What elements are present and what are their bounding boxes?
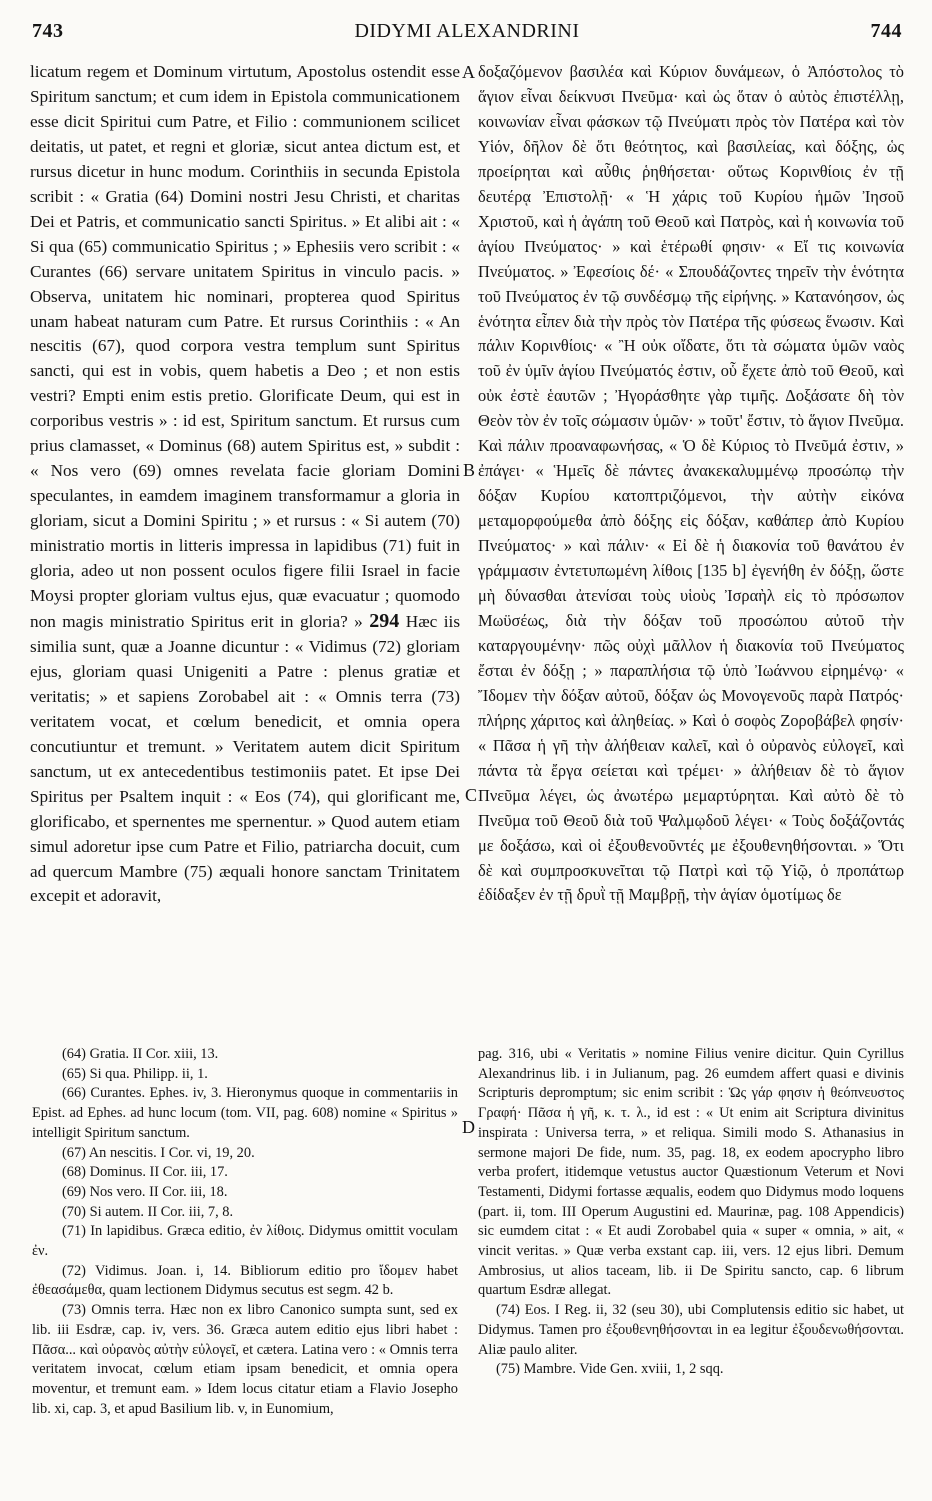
margin-marker-d: D — [462, 1117, 475, 1137]
footnote: (66) Curantes. Ephes. iv, 3. Hieronymus quoque in commentariis in Epist. ad Ephes. ad hunc locum (tom. VII, pag. 608) nomine « Spiritus » intelligit Spiritum sanctum. — [32, 1085, 458, 1141]
footnotes-right — [478, 1045, 904, 1380]
footnote: (69) Nos vero. II Cor. iii, 18. — [62, 1183, 228, 1200]
footnote: (64) Gratia. II Cor. xiii, 13. — [62, 1046, 219, 1062]
margin-marker-a: A — [462, 62, 475, 82]
footnote: (71) In lapidibus. Græca editio, ἐν λίθοις. Didymus omittit voculam ἐν. — [32, 1223, 458, 1260]
page-header — [32, 20, 902, 48]
footnote: (75) Mambre. Vide Gen. xviii, 1, 2 sqq. — [496, 1361, 724, 1378]
page-number-right: 744 — [870, 20, 902, 42]
latin-text-part-2: Hæc iis similia sunt, quæ a Joanne dicuntur : « Vidimus (72) gloriam ejus, gloriam quasi Unigeniti a Patre : plenus gratiæ et veritatis; » et sapiens Zorobabel ait : « Omnis terra (73) veritatem vocat, et cœlum benedicit, et omnia opera concutiuntur et tremunt. » Veritatem autem dicit Spiritum sanctum, ut ex antecedentibus testimoniis patet. Et ipse Dei Spiritus per Psaltem inquit : « Eos (74), qui glorificant me, glorificabo, et spernentes me spernentur. » Quod autem etiam simul adoretur ipse cum Patre et Filio, patriarcha docuit, cum ad quercum Mambre (75) æquali honore sanctam Trinitatem excepit et adoravit, — [30, 611, 461, 906]
margin-marker-c: C — [465, 785, 478, 805]
footnote: (68) Dominus. II Cor. iii, 17. — [62, 1164, 228, 1181]
footnote: (72) Vidimus. Joan. i, 14. Bibliorum editio pro ἴδομεν habet ἐθεασάμεθα, quam lectionem Didymus secutus est segm. 42 b. — [32, 1262, 458, 1299]
footnote: (67) An nescitis. I Cor. vi, 19, 20. — [62, 1144, 255, 1161]
footnote: (65) Si qua. Philipp. ii, 1. — [62, 1065, 208, 1082]
footnote: (70) Si autem. II Cor. iii, 7, 8. — [62, 1203, 234, 1220]
latin-paragraph — [30, 60, 460, 909]
running-title: DIDYMI ALEXANDRINI — [354, 20, 580, 42]
footnote: (74) Eos. I Reg. ii, 32 (seu 30), ubi Complutensis editio sic habet, ut Didymus. Tamen pro ἐξουθενηθήσονται in ea legitur ἐξουδενωθήσονται. Aliæ paulo aliter. — [478, 1302, 904, 1358]
latin-column — [30, 60, 460, 909]
greek-column — [478, 60, 904, 908]
footnote: (73) Omnis terra. Hæc non ex libro Canonico sumpta sunt, sed ex lib. iii Esdræ, cap. iv, vers. 36. Græca autem editio ejus libri habet : Πᾶσα... καὶ οὐρανὸς αὐτὴν εὐλογεῖ, et cætera. Latina vero : « Omnis terra veritatem invocat, cœlum etiam ipsam benedicit, et omnia opera moventur, et tremunt eam. » Idem locus citatur etiam a Flavio Josepho lib. xi, cap. 3, et apud Basilium lib. v, in Eunomium, — [32, 1302, 458, 1417]
page-number-left: 743 — [32, 20, 64, 42]
footnotes-left — [32, 1045, 458, 1419]
footnote-continuation: pag. 316, ubi « Veritatis » nomine Filius venire dicitur. Quin Cyrillus Alexandrinus lib. i in Julianum, pag. 26 eumdem affert quasi e divinis Scripturis depromptum; sic enim scribit : Ὡς γάρ φησιν ἡ θεόπνευστος Γραφή· Πᾶσα ἡ γῆ, κ. τ. λ., id est : « Ut enim ait Scriptura divinitus inspirata : Universa terra, » et reliqua. Simili modo S. Athanasius in sermone majori De fide, num. 35, pag. 18, ex eodem apocrypho libro verba profert, itidemque vetustus auctor Quæstionum Veterum et Novi Testamenti, Didymi fortasse æqualis, eodem quo Didymus modo loquens (part. ii, tom. III Operum Augustini ed. Maurinæ, pag. 108 Appendicis) sic eumdem citat : « Et audi Zorobabel quia « super « omnia, » ait, « vincit veritas. » Quæ verba exstant cap. iii, vers. 12 ejus libri. Demum Ambrosius, ut alios taceam, lib. ii De Spiritu sancto, cap. 6 librum quartum Esdræ allegat. — [478, 1046, 904, 1299]
greek-paragraph: δοξαζόμενον βασιλέα καὶ Κύριον δυνάμεων, ὁ Ἀπόστολος τὸ ἅγιον εἶναι δείκνυσι Πνεῦμα· καὶ ὡς ὅταν ὁ αὐτὸς ἐπιστέλλῃ, κοινωνίαν εἶναι φάσκων τῷ Πνεύματι πρὸς τὸν Πατέρα καὶ τὸν Υἱόν, δῆλον δὲ ὅτι θεότητος, καὶ βασιλείας, καὶ δόξης, ὡς προείρηται καὶ αὖθις ῥηθήσεται· οὕτως Κορινθίοις ἐν τῇ δευτέρᾳ Ἐπιστολῇ· « Ἡ χάρις τοῦ Κυρίου ἡμῶν Ἰησοῦ Χριστοῦ, καὶ ἡ ἀγάπη τοῦ Θεοῦ καὶ Πατρὸς, καὶ ἡ κοινωνία τοῦ ἁγίου Πνεύματος· » καὶ ἑτέρωθί φησιν· « Εἴ τις κοινωνία Πνεύματος. » Ἐφεσίοις δέ· « Σπουδάζοντες τηρεῖν τὴν ἑνότητα τοῦ Πνεύματος ἐν τῷ συνδέσμῳ τῆς εἰρήνης. » Κατανόησον, ὡς ἑνότητα εἶπεν διὰ τὴν πρὸς τὸν Πατέρα τῆς φύσεως ἕνωσιν. Καὶ πάλιν Κορινθίοις· « Ἢ οὐκ οἴδατε, ὅτι τὰ σώματα ὑμῶν ναὸς τοῦ ἐν ὑμῖν ἁγίου Πνεύματός ἐστιν, οὗ ἔχετε ἀπὸ τοῦ Θεοῦ, καὶ οὐκ ἐστὲ ἑαυτῶν ; Ἠγοράσθητε γὰρ τιμῆς. Δοξάσατε δὴ τὸν Θεὸν τὸν ἐν τοῖς σώμασιν ὑμῶν· » τοῦτ' ἔστιν, τὸ ἅγιον Πνεῦμα. Καὶ πάλιν προαναφωνήσας, « Ὁ δὲ Κύριος τὸ Πνεῦμά ἐστιν, » ἐπάγει· « Ἡμεῖς δὲ πάντες ἀνακεκαλυμμένῳ προσώπῳ τὴν δόξαν Κυρίου κατοπτριζόμενοι, τὴν αὐτὴν εἰκόνα μεταμορφούμεθα ἀπὸ δόξης εἰς δόξαν, καθάπερ ἀπὸ Κυρίου Πνεύματος· » καὶ πάλιν· « Εἰ δὲ ἡ διακονία τοῦ θανάτου ἐν γράμμασιν ἐντετυπωμένη λίθοις [135 b] ἐγενήθη ἐν δόξῃ, ὥστε μὴ δύνασθαι ἀτενίσαι τοὺς υἱοὺς Ἰσραὴλ εἰς τὸ πρόσωπον Μωϋσέως, διὰ τὴν δόξαν τοῦ προσώπου αὐτοῦ τὴν καταργουμένην· πῶς οὐχὶ μᾶλλον ἡ διακονία τοῦ Πνεύματος ἔσται ἐν δόξῃ ; » παραπλήσια τῷ ὑπὸ Ἰωάννου εἰρημένῳ· « Ἴδομεν τὴν δόξαν αὐτοῦ, δόξαν ὡς Μονογενοῦς παρὰ Πατρός· πλήρης χάριτος καὶ ἀληθείας. » Καὶ ὁ σοφὸς Ζοροβάβελ φησίν· « Πᾶσα ἡ γῆ τὴν ἀλήθειαν καλεῖ, καὶ ὁ οὐρανὸς εὐλογεῖ, καὶ πάντα τὰ ἔργα σείεται καὶ τρέμει· » ἀλήθειαν δὲ τὸ ἅγιον Πνεῦμα λέγει, ὡς ἀνωτέρω μεμαρτύρηται. Καὶ αὐτὸ δὲ τὸ Πνεῦμα τοῦ Θεοῦ διὰ τοῦ Ψαλμῳδοῦ λέγει· « Τοὺς δοξάζοντάς με δοξάσω, καὶ οἱ ἐξουθενοῦντές με ἐξουθενηθήσονται. » Ὅτι δὲ καὶ συμπροσκυνεῖται τῷ Πατρὶ καὶ τῷ Υἱῷ, ὁ προπάτωρ ἐδίδαξεν ἐν τῇ δρυῒ τῇ Μαμβρῇ, τὴν ἁγίαν ὁμοτίμως δε — [478, 62, 904, 905]
latin-text-part-1: licatum regem et Dominum virtutum, Apostolus ostendit esse Spiritum sanctum; et cum idem in Epistola communicationem esse dicit Spiritui cum Patre, et Filio : communionem scilicet deitatis, ut patet, et regni et gloriæ, sicut antea dictum est, et rursus dicetur in hunc modum. Corinthiis in secunda Epistola scribit : « Gratia (64) Domini nostri Jesu Christi, et charitas Dei et Patris, et communicatio sancti Spiritus. » Et alibi ait : « Si qua (65) communicatio Spiritus ; » Ephesiis vero scribit : « Curantes (66) servare unitatem Spiritus in vinculo pacis. » Observa, unitatem hic nominari, propterea quod Spiritus unam habeat naturam cum Patre. Et rursus Corinthiis : « An nescitis (67), quod corpora vestra templum sunt Spiritus sancti, qui est in vobis, quem habetis a Deo ; et non estis vestri? Empti enim estis pretio. Glorificate Deum, qui est in corporibus vestris » : id est, Spiritum sanctum. Et rursus cum prius clamasset, « Dominus (68) autem Spiritus est, » subdit : « Nos vero (69) omnes revelata facie gloriam Domini speculantes, in eamdem imaginem transformamur a gloria in gloriam, sicut a Domini Spiritu ; » et rursus : « Si autem (70) ministratio mortis in litteris impressa in lapidibus (71) fuit in gloria, adeo ut non possent oculos figere filii Israel in facie Moysi propter gloriam vultus ejus, quæ evacuatur ; quomodo non magis ministratio Spiritus erit in gloria? » — [30, 62, 460, 631]
margin-marker-b: B — [463, 460, 476, 480]
section-number: 294 — [369, 609, 400, 632]
